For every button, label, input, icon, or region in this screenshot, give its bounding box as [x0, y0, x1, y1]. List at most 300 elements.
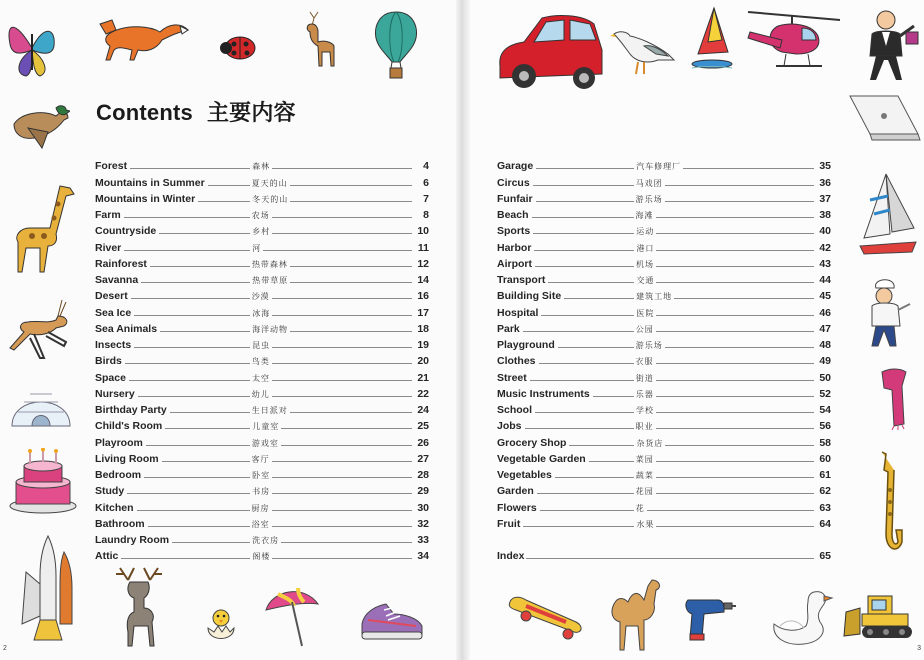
entry-chinese: 乡村 — [252, 227, 271, 237]
entry-title: Kitchen — [95, 501, 134, 514]
entry-page-number: 28 — [417, 469, 429, 481]
dot-leader — [137, 510, 250, 511]
entry-chinese: 街道 — [635, 373, 654, 383]
toc-entry[interactable] — [95, 221, 429, 237]
toc-entry[interactable] — [497, 497, 831, 513]
toc-entry[interactable] — [95, 302, 429, 318]
entry-page-number: 16 — [417, 290, 429, 303]
entry-title: Nursery — [95, 387, 135, 400]
dot-leader — [523, 526, 634, 527]
entry-title: Laundry Room — [95, 534, 170, 546]
entry-title: Flowers — [497, 501, 537, 514]
dot-leader — [536, 201, 634, 202]
entry-page-number: 50 — [819, 371, 831, 384]
entry-chinese: 冬天的山 — [252, 194, 289, 204]
entry-chinese: 浴室 — [251, 519, 270, 529]
entry-title: Bathroom — [95, 517, 145, 530]
toc-entry[interactable] — [497, 416, 831, 432]
entry-title: Fruit — [497, 517, 521, 530]
dot-leader — [198, 201, 250, 202]
entry-page-number: 38 — [819, 209, 831, 221]
dot-leader — [541, 315, 634, 316]
entry-page-number: 33 — [417, 534, 429, 546]
dot-leader — [533, 233, 634, 234]
dot-leader — [656, 233, 814, 234]
dot-leader — [656, 331, 814, 332]
igloo-icon — [10, 380, 72, 428]
entry-title: Sports — [497, 225, 531, 238]
toc-entry[interactable] — [95, 286, 429, 302]
toc-entry[interactable] — [497, 254, 831, 270]
dot-leader — [530, 380, 634, 381]
contents-list-right — [497, 156, 831, 530]
entry-chinese: 生日派对 — [251, 406, 288, 415]
entry-chinese: 昆虫 — [252, 341, 271, 350]
entry-page-number: 20 — [417, 355, 429, 368]
entry-chinese: 河 — [252, 243, 262, 253]
dot-leader — [130, 168, 250, 169]
toc-entry[interactable] — [497, 514, 831, 530]
title-chinese: 主要内容 — [206, 100, 296, 125]
dot-leader — [540, 510, 634, 511]
dot-leader — [141, 282, 250, 283]
entry-chinese: 交通 — [636, 276, 655, 285]
duck-icon — [8, 98, 70, 150]
entry-page-number: 40 — [819, 225, 831, 238]
toc-entry[interactable] — [95, 335, 429, 351]
dot-leader — [532, 217, 634, 218]
entry-title: Sea Animals — [95, 322, 158, 335]
entry-chinese: 游戏室 — [251, 438, 279, 448]
entry-page-number: 22 — [417, 387, 429, 400]
dot-leader — [290, 282, 412, 283]
entry-title: Jobs — [497, 420, 522, 433]
dot-leader — [290, 185, 412, 186]
entry-chinese: 游乐场 — [635, 194, 663, 204]
entry-title: Sea Ice — [95, 306, 132, 319]
toc-entry[interactable] — [497, 189, 831, 205]
entry-page-number: 24 — [417, 404, 429, 416]
dot-leader — [656, 250, 814, 251]
toc-entry[interactable] — [95, 156, 429, 172]
chef-icon — [862, 278, 914, 348]
toc-entry[interactable] — [95, 514, 429, 530]
dot-leader — [272, 233, 412, 234]
dot-leader — [124, 250, 250, 251]
entry-chinese: 卧室 — [252, 471, 271, 480]
saxophone-icon — [864, 450, 908, 562]
dot-leader — [127, 493, 250, 494]
entry-page-number: 4 — [423, 160, 429, 173]
catamaran-icon — [856, 172, 920, 262]
entry-chinese: 港口 — [636, 243, 655, 253]
windsurfer-icon — [690, 6, 734, 72]
dot-leader — [144, 477, 250, 478]
dot-leader — [162, 461, 250, 462]
dot-leader — [537, 493, 634, 494]
entry-title: Music Instruments — [497, 387, 590, 400]
entry-title: Farm — [95, 209, 121, 221]
entry-page-number: 21 — [417, 371, 429, 384]
dot-leader — [272, 558, 412, 559]
dot-leader — [272, 363, 412, 364]
toc-entry[interactable] — [95, 237, 429, 253]
dot-leader — [281, 428, 412, 429]
gazelle-icon — [4, 296, 76, 362]
dot-leader — [138, 396, 250, 397]
toc-entry[interactable] — [95, 416, 429, 432]
entry-page-number: 6 — [423, 176, 429, 189]
page-number-right: 3 — [917, 645, 921, 652]
dot-leader — [534, 250, 634, 251]
entry-chinese: 马戏团 — [635, 178, 663, 188]
entry-title: Garage — [497, 160, 534, 173]
entry-chinese: 职业 — [635, 422, 654, 432]
dot-leader — [290, 201, 412, 202]
entry-chinese: 儿童室 — [252, 422, 280, 432]
entry-title: Vegetable Garden — [497, 452, 586, 465]
entry-chinese: 农场 — [251, 211, 270, 220]
entry-page-number: 18 — [417, 322, 429, 335]
dot-leader — [290, 412, 412, 413]
dot-leader — [272, 477, 412, 478]
seagull-icon — [610, 24, 676, 78]
entry-title: Countryside — [95, 225, 157, 238]
dot-leader — [656, 428, 814, 429]
entry-page-number: 63 — [819, 501, 831, 514]
toc-entry[interactable] — [95, 254, 429, 270]
entry-page-number: 44 — [819, 274, 831, 286]
dot-leader — [272, 315, 412, 316]
butterfly-icon — [4, 14, 60, 82]
entry-page-number: 25 — [417, 420, 429, 433]
entry-page-number: 12 — [417, 257, 429, 270]
magician-icon — [856, 6, 920, 82]
entry-page-number: 48 — [819, 339, 831, 351]
dot-leader — [526, 558, 814, 559]
dot-leader — [656, 526, 814, 527]
dot-leader — [281, 445, 412, 446]
dot-leader — [121, 558, 250, 559]
dot-leader — [656, 363, 814, 364]
dot-leader — [665, 185, 814, 186]
index-entry[interactable] — [497, 546, 831, 562]
toc-entry[interactable] — [95, 351, 429, 367]
toc-entry[interactable] — [497, 432, 831, 448]
entry-title: Mountains in Winter — [95, 192, 196, 205]
index-label: Index — [497, 550, 525, 563]
toc-entry[interactable] — [497, 156, 831, 172]
entry-page-number: 58 — [819, 436, 831, 449]
toc-entry[interactable] — [95, 189, 429, 205]
entry-chinese: 书房 — [252, 487, 271, 497]
entry-chinese: 海滩 — [635, 211, 654, 220]
dot-leader — [159, 233, 250, 234]
entry-page-number: 47 — [819, 322, 831, 335]
skateboard-icon — [506, 592, 586, 642]
dot-leader — [656, 380, 814, 381]
entry-chinese: 厨房 — [251, 503, 270, 513]
entry-title: Birds — [95, 355, 122, 368]
dot-leader — [160, 331, 250, 332]
entry-title: Playroom — [95, 436, 143, 449]
toc-entry[interactable] — [497, 205, 831, 221]
dot-leader — [683, 168, 814, 169]
entry-page-number: 8 — [423, 209, 429, 221]
dot-leader — [569, 445, 634, 446]
dot-leader — [272, 396, 412, 397]
entry-title: Desert — [95, 290, 128, 303]
index-page: 65 — [819, 550, 831, 563]
toc-entry[interactable] — [497, 237, 831, 253]
entry-page-number: 14 — [417, 274, 429, 286]
dot-leader — [665, 445, 814, 446]
hot-air-balloon-icon — [372, 10, 420, 82]
dot-leader — [272, 347, 412, 348]
dot-leader — [656, 477, 814, 478]
entry-title: Funfair — [497, 192, 533, 205]
dot-leader — [539, 363, 634, 364]
entry-page-number: 56 — [819, 420, 831, 433]
dot-leader — [148, 526, 250, 527]
entry-chinese: 阁楼 — [252, 552, 271, 562]
dot-leader — [665, 347, 814, 348]
entry-title: Mountains in Summer — [95, 176, 205, 189]
dot-leader — [134, 347, 250, 348]
birthday-cake-icon — [8, 448, 78, 514]
entry-page-number: 64 — [819, 517, 831, 530]
entry-title: Park — [497, 322, 520, 335]
entry-title: Attic — [95, 550, 119, 563]
toc-entry[interactable] — [95, 367, 429, 383]
toc-entry[interactable] — [95, 449, 429, 465]
entry-title: Beach — [497, 209, 529, 221]
entry-chinese: 冰海 — [252, 308, 271, 318]
entry-title: River — [95, 241, 122, 254]
dot-leader — [129, 380, 250, 381]
dot-leader — [656, 493, 814, 494]
toc-entry[interactable] — [95, 530, 429, 546]
dot-leader — [665, 201, 814, 202]
toc-entry[interactable] — [497, 172, 831, 188]
entry-chinese: 热带森林 — [251, 259, 288, 269]
dot-leader — [290, 266, 412, 267]
laptop-icon — [848, 94, 922, 142]
dot-leader — [208, 185, 250, 186]
dot-leader — [290, 331, 412, 332]
entry-chinese: 医院 — [636, 308, 655, 318]
dot-leader — [656, 217, 814, 218]
toc-entry[interactable] — [497, 335, 831, 351]
scarf-icon — [876, 366, 910, 430]
dot-leader — [134, 315, 250, 316]
entry-page-number: 26 — [417, 436, 429, 449]
deer-icon — [300, 10, 340, 68]
red-car-icon — [494, 10, 606, 94]
entry-chinese: 蔬菜 — [635, 471, 654, 480]
toc-entry[interactable] — [497, 546, 831, 562]
space-shuttle-icon — [12, 532, 84, 644]
entry-chinese: 衣服 — [635, 357, 654, 367]
entry-title: Birthday Party — [95, 404, 167, 416]
entry-page-number: 32 — [417, 517, 429, 530]
entry-title: Transport — [497, 274, 546, 286]
dot-leader — [533, 185, 634, 186]
dot-leader — [523, 331, 634, 332]
entry-title: Forest — [95, 160, 128, 173]
entry-title: Vegetables — [497, 469, 552, 481]
dot-leader — [125, 363, 250, 364]
swan-icon — [768, 588, 840, 648]
toc-entry[interactable] — [95, 319, 429, 335]
toc-entry[interactable] — [497, 351, 831, 367]
toc-entry[interactable] — [497, 270, 831, 286]
entry-chinese: 菜园 — [635, 454, 654, 464]
toc-entry[interactable] — [497, 367, 831, 383]
entry-title: Clothes — [497, 355, 536, 368]
entry-title: Rainforest — [95, 257, 147, 270]
toc-entry[interactable] — [95, 205, 429, 221]
dot-leader — [548, 282, 634, 283]
dot-leader — [555, 477, 634, 478]
toc-entry[interactable] — [497, 221, 831, 237]
toc-entry[interactable] — [95, 481, 429, 497]
entry-title: Insects — [95, 339, 132, 351]
toc-entry[interactable] — [95, 497, 429, 513]
bulldozer-icon — [842, 586, 922, 642]
dot-leader — [165, 428, 250, 429]
entry-chinese: 海洋动物 — [252, 324, 289, 334]
entry-title: Bedroom — [95, 469, 142, 481]
toc-entry[interactable] — [95, 400, 429, 416]
dot-leader — [170, 412, 250, 413]
toc-entry[interactable] — [497, 286, 831, 302]
ladybug-icon — [218, 32, 258, 62]
dot-leader — [656, 282, 814, 283]
entry-page-number: 17 — [417, 306, 429, 319]
entry-page-number: 52 — [819, 387, 831, 400]
entry-chinese: 沙漠 — [251, 292, 270, 302]
toc-entry[interactable] — [497, 319, 831, 335]
toc-entry[interactable] — [497, 465, 831, 481]
power-drill-icon — [682, 594, 736, 642]
dot-leader — [131, 298, 250, 299]
entry-title: Circus — [497, 176, 530, 189]
toc-entry[interactable] — [497, 302, 831, 318]
dot-leader — [536, 168, 634, 169]
entry-chinese: 花园 — [635, 487, 654, 497]
dot-leader — [656, 315, 814, 316]
entry-page-number: 42 — [819, 241, 831, 254]
entry-chinese: 太空 — [251, 373, 270, 383]
title-english: Contents — [96, 100, 193, 125]
entry-title: Airport — [497, 257, 532, 270]
entry-page-number: 7 — [423, 192, 429, 205]
entry-chinese: 幼儿 — [251, 389, 270, 399]
entry-page-number: 43 — [819, 257, 831, 270]
dot-leader — [272, 168, 412, 169]
entry-page-number: 49 — [819, 355, 831, 368]
entry-title: Garden — [497, 485, 534, 498]
toc-entry[interactable] — [95, 432, 429, 448]
contents-title — [96, 96, 296, 127]
entry-chinese: 乐器 — [635, 389, 654, 399]
entry-page-number: 61 — [819, 469, 831, 481]
entry-chinese: 森林 — [252, 162, 271, 172]
entry-title: School — [497, 404, 533, 416]
entry-chinese: 机场 — [636, 259, 654, 269]
entry-chinese: 运动 — [636, 227, 655, 237]
dot-leader — [647, 510, 814, 511]
entry-chinese: 鸟类 — [251, 357, 270, 367]
dot-leader — [272, 493, 412, 494]
reindeer-icon — [112, 566, 166, 648]
entry-page-number: 19 — [417, 339, 429, 351]
beach-umbrella-icon — [262, 584, 322, 648]
entry-page-number: 29 — [417, 485, 429, 498]
toc-entry[interactable] — [497, 481, 831, 497]
dot-leader — [281, 542, 412, 543]
fox-icon — [98, 10, 190, 62]
toc-entry[interactable] — [95, 172, 429, 188]
toc-entry[interactable] — [497, 384, 831, 400]
dot-leader — [146, 445, 250, 446]
entry-chinese: 公园 — [635, 324, 654, 334]
entry-chinese: 夏天的山 — [251, 178, 288, 188]
dot-leader — [564, 298, 634, 299]
dot-leader — [656, 412, 814, 413]
dot-leader — [172, 542, 250, 543]
dot-leader — [656, 461, 814, 462]
contents-list-left — [95, 156, 429, 562]
toc-entry[interactable] — [95, 546, 429, 562]
dot-leader — [525, 428, 634, 429]
entry-page-number: 46 — [819, 306, 831, 319]
toc-entry[interactable] — [95, 384, 429, 400]
entry-chinese: 游乐场 — [635, 341, 663, 350]
entry-title: Space — [95, 371, 126, 384]
entry-chinese: 客厅 — [251, 454, 270, 464]
dot-leader — [656, 396, 814, 397]
toc-entry[interactable] — [95, 270, 429, 286]
toc-entry[interactable] — [95, 465, 429, 481]
entry-page-number: 11 — [417, 241, 429, 254]
entry-chinese: 水果 — [636, 519, 655, 529]
entry-chinese: 热带草原 — [252, 276, 289, 285]
entry-title: Study — [95, 485, 125, 498]
entry-page-number: 54 — [819, 404, 831, 416]
page-number-left: 2 — [3, 645, 7, 652]
dot-leader — [272, 217, 412, 218]
entry-title: Hospital — [497, 306, 539, 319]
toc-entry[interactable] — [497, 400, 831, 416]
entry-page-number: 34 — [417, 550, 429, 563]
entry-title: Child's Room — [95, 420, 163, 433]
dot-leader — [124, 217, 250, 218]
entry-title: Harbor — [497, 241, 532, 254]
entry-page-number: 45 — [819, 290, 831, 303]
entry-chinese: 洗衣房 — [252, 536, 280, 545]
dot-leader — [558, 347, 634, 348]
toc-entry[interactable] — [497, 449, 831, 465]
entry-page-number: 30 — [417, 501, 429, 514]
dot-leader — [589, 461, 634, 462]
entry-title: Street — [497, 371, 527, 384]
dot-leader — [656, 266, 814, 267]
dot-leader — [535, 412, 634, 413]
entry-title: Living Room — [95, 452, 159, 465]
entry-chinese: 建筑工地 — [636, 292, 673, 302]
